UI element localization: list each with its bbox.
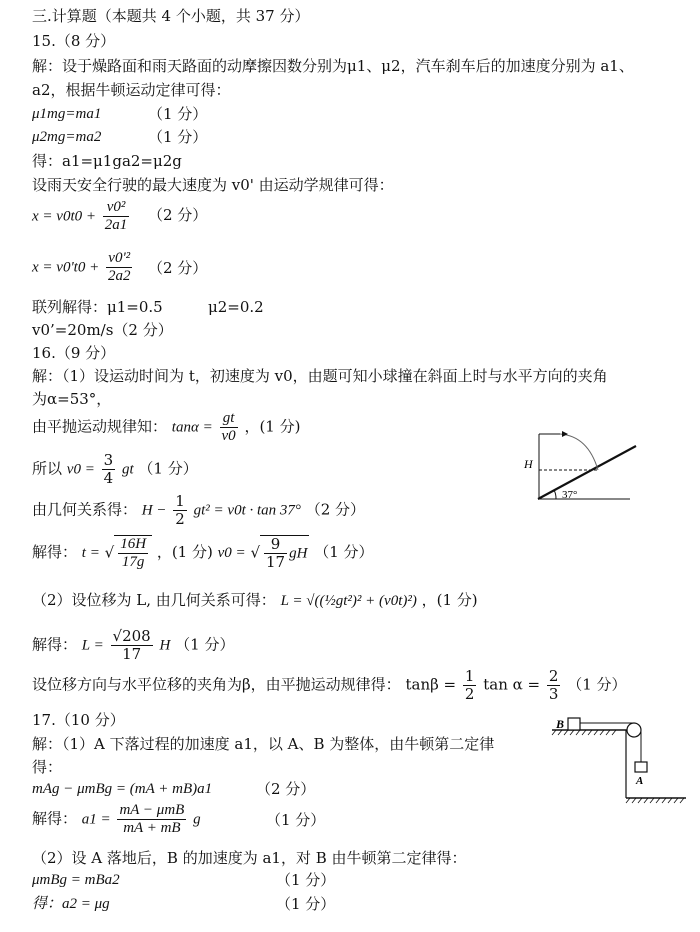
- q16-line7-lhs: tanβ =: [405, 675, 457, 694]
- q17-para1: 解：（1）A 下落过程的加速度 a1，以 A、B 为整体，由牛顿第二定律: [32, 735, 495, 753]
- q16-line6-num: √208: [112, 627, 151, 645]
- q16-line1-lhs: tanα =: [171, 419, 213, 436]
- q16-line4-v: v0 =: [217, 545, 246, 561]
- q17-eq3-score: （1 分）: [276, 871, 336, 889]
- q17-eq4: 得：a2 = μg: [32, 896, 110, 912]
- q17-eq2-den: mA + mB: [123, 820, 181, 836]
- q16-line3-den: 2: [175, 510, 185, 528]
- q15-para3: 设雨天安全行驶的最大速度为 v0' 由运动学规律可得：: [32, 176, 394, 194]
- block-a: [635, 762, 647, 772]
- trajectory-arrowhead: [562, 431, 568, 437]
- q16-line4-sqrt-t: √ $\frac{16H}{17g}$: [105, 535, 152, 571]
- q15-eq4-num: v0²: [103, 199, 130, 217]
- q15-eq4: [32, 199, 131, 234]
- q16-line5-eq: L = √((½gt²)² + (v0t)²): [280, 593, 417, 609]
- q15-result3: v0’=20m/s（2 分）: [32, 321, 173, 339]
- q17-para2: 得：: [32, 758, 63, 776]
- q15-eq5-left: x = v0't0 +: [32, 259, 100, 276]
- q15-eq4-score: （2 分）: [148, 206, 208, 224]
- q16-line2-score: （1 分）: [138, 459, 198, 478]
- pulley-figure: [546, 712, 692, 804]
- q16-para2: 为α=53°，: [32, 390, 112, 408]
- q17-para3: （2）设 A 落地后，B 的加速度为 a1，对 B 由牛顿第二定律得：: [32, 849, 467, 867]
- q16-line7-den2: 3: [548, 685, 559, 703]
- q16-line4-tden: 17g: [121, 554, 145, 570]
- q16-line7-num2: 2: [548, 667, 559, 685]
- q15-para2: a2，根据牛顿运动定律可得：: [32, 81, 231, 99]
- q17-eq2-score: （1 分）: [266, 811, 326, 829]
- q16-line2-rhs: gt: [121, 461, 134, 478]
- q17-eq2-tail: g: [193, 811, 201, 828]
- q16-title: 16.（9 分）: [32, 344, 116, 362]
- q16-line7: [32, 668, 627, 703]
- trajectory-curve: [560, 434, 598, 470]
- q16-line1: [32, 410, 300, 445]
- q16-line7-den1: 2: [464, 685, 475, 703]
- q15-eq1-score: （1 分）: [148, 105, 208, 123]
- q17-eq1: mAg − μmBg = (mA + mB)a1: [32, 781, 213, 797]
- incline-line: [538, 446, 636, 499]
- q16-line4-text: 解得：: [32, 543, 78, 561]
- q16-line3-text: 由几何关系得：: [32, 500, 138, 519]
- q16-line7-fraction1: [463, 668, 477, 703]
- q15-eq5-num: v0'²: [106, 250, 133, 268]
- q15-eq5: [32, 250, 134, 285]
- floor-hatch: [626, 798, 684, 803]
- incline-figure: [518, 428, 640, 504]
- block-a-label: A: [636, 775, 644, 787]
- q16-line2-num: 3: [103, 451, 114, 469]
- q15-title: 15.（8 分）: [32, 32, 116, 50]
- q16-line2-lhs: v0 =: [66, 461, 95, 478]
- q16-line7-score: （1 分）: [567, 675, 627, 694]
- q16-line4-tnum: 16H: [120, 536, 147, 552]
- q15-result2: μ2=0.2: [208, 298, 264, 316]
- q17-title: 17.（10 分）: [32, 711, 125, 729]
- q16-line6-den: 17: [122, 645, 142, 663]
- q16-line2: [32, 452, 198, 487]
- q16-line6-lhs: L =: [81, 637, 104, 654]
- q17-eq2: [32, 802, 201, 837]
- q16-line2-den: 4: [103, 469, 114, 487]
- q16-line4-sqrt-v: √ $\frac{9}{17}$ gH: [250, 535, 308, 571]
- q16-line1-text: 由平抛运动规律知：: [32, 417, 168, 436]
- q16-line3-eq-a: H −: [141, 502, 167, 519]
- q16-line4-score2: （1 分）: [314, 543, 374, 561]
- q16-line6-text: 解得：: [32, 635, 78, 654]
- angle-label: 37°: [562, 489, 578, 501]
- q15-eq2-score: （1 分）: [148, 128, 208, 146]
- q17-eq2-fraction: [117, 802, 186, 837]
- q16-line1-den: v0: [221, 428, 236, 444]
- q17-eq4-score: （1 分）: [276, 895, 336, 913]
- q16-line6-score: （1 分）: [175, 635, 235, 654]
- q16-line4-vden: 17: [266, 553, 286, 571]
- q16-line4-vtail: gH: [289, 545, 308, 562]
- angle-arc: [554, 490, 556, 499]
- q17-eq3: μmBg = mBa2: [32, 872, 120, 888]
- pulley-wheel: [627, 723, 641, 737]
- q16-line7-mid: tan α =: [483, 675, 541, 694]
- q15-eq2: μ2mg=ma2: [32, 129, 102, 145]
- q16-line7-text: 设位移方向与水平位移的夹角为β，由平抛运动规律得：: [32, 675, 401, 694]
- q16-line4-vnum: 9: [264, 536, 287, 554]
- q16-line3: [32, 493, 365, 528]
- q16-para1: 解：（1）设运动时间为 t，初速度为 v0，由题可知小球撞在斜面上时与水平方向的夹角: [32, 367, 608, 385]
- height-label: H: [524, 457, 533, 471]
- q16-line1-fraction: [220, 410, 238, 445]
- q15-eq4-left: x = v0t0 +: [32, 208, 96, 225]
- q15-para1: 解：设于燥路面和雨天路面的动摩擦因数分别为μ1、μ2，汽车刹车后的加速度分别为 a1、: [32, 57, 634, 75]
- q16-line1-score: ，(1 分): [244, 417, 301, 436]
- q17-eq2-text: 解得：: [32, 809, 78, 828]
- q15-eq4-den: 2a1: [104, 217, 128, 233]
- q16-line2-text: 所以: [32, 459, 63, 478]
- q16-line4-t: t =: [81, 545, 100, 561]
- q17-eq2-lhs: a1 =: [81, 811, 111, 828]
- q16-line3-fraction: [173, 493, 187, 528]
- section-header: 三.计算题（本题共 4 个小题，共 37 分）: [32, 7, 310, 25]
- q15-eq3: 得：a1=μ1ga2=μ2g: [32, 152, 182, 170]
- q17-eq2-num: mA − μmB: [119, 802, 185, 818]
- q16-line5-text: （2）设位移为 L, 由几何关系可得：: [32, 591, 276, 609]
- q16-line4: [32, 535, 374, 571]
- q16-line1-num: gt: [220, 410, 238, 428]
- block-b-label: B: [556, 717, 565, 731]
- q16-line4-score1: ，(1 分): [156, 543, 213, 561]
- q16-line6-fraction: [111, 628, 153, 663]
- q17-eq1-score: （2 分）: [256, 780, 316, 798]
- q15-eq5-score: （2 分）: [148, 259, 208, 277]
- q16-line6: [32, 628, 234, 663]
- q15-eq5-den: 2a2: [107, 268, 131, 284]
- q15-eq4-fraction: [103, 199, 130, 234]
- q15-eq5-fraction: [106, 250, 133, 285]
- q16-line5-score: ，(1 分): [421, 591, 478, 609]
- q16-line7-fraction2: [547, 668, 561, 703]
- block-b: [568, 718, 580, 730]
- q16-line6-tail: H: [159, 637, 171, 654]
- q16-line5: [32, 590, 478, 611]
- q16-line7-num1: 1: [464, 667, 475, 685]
- q16-line3-score: （2 分）: [305, 500, 365, 519]
- q16-line3-eq-b: gt² = v0t · tan 37°: [193, 502, 301, 519]
- q16-line3-num: 1: [175, 492, 185, 510]
- q15-eq1: μ1mg=ma1: [32, 106, 102, 122]
- q16-line2-fraction: [102, 452, 116, 487]
- q15-result1: 联列解得：μ1=0.5: [32, 298, 163, 316]
